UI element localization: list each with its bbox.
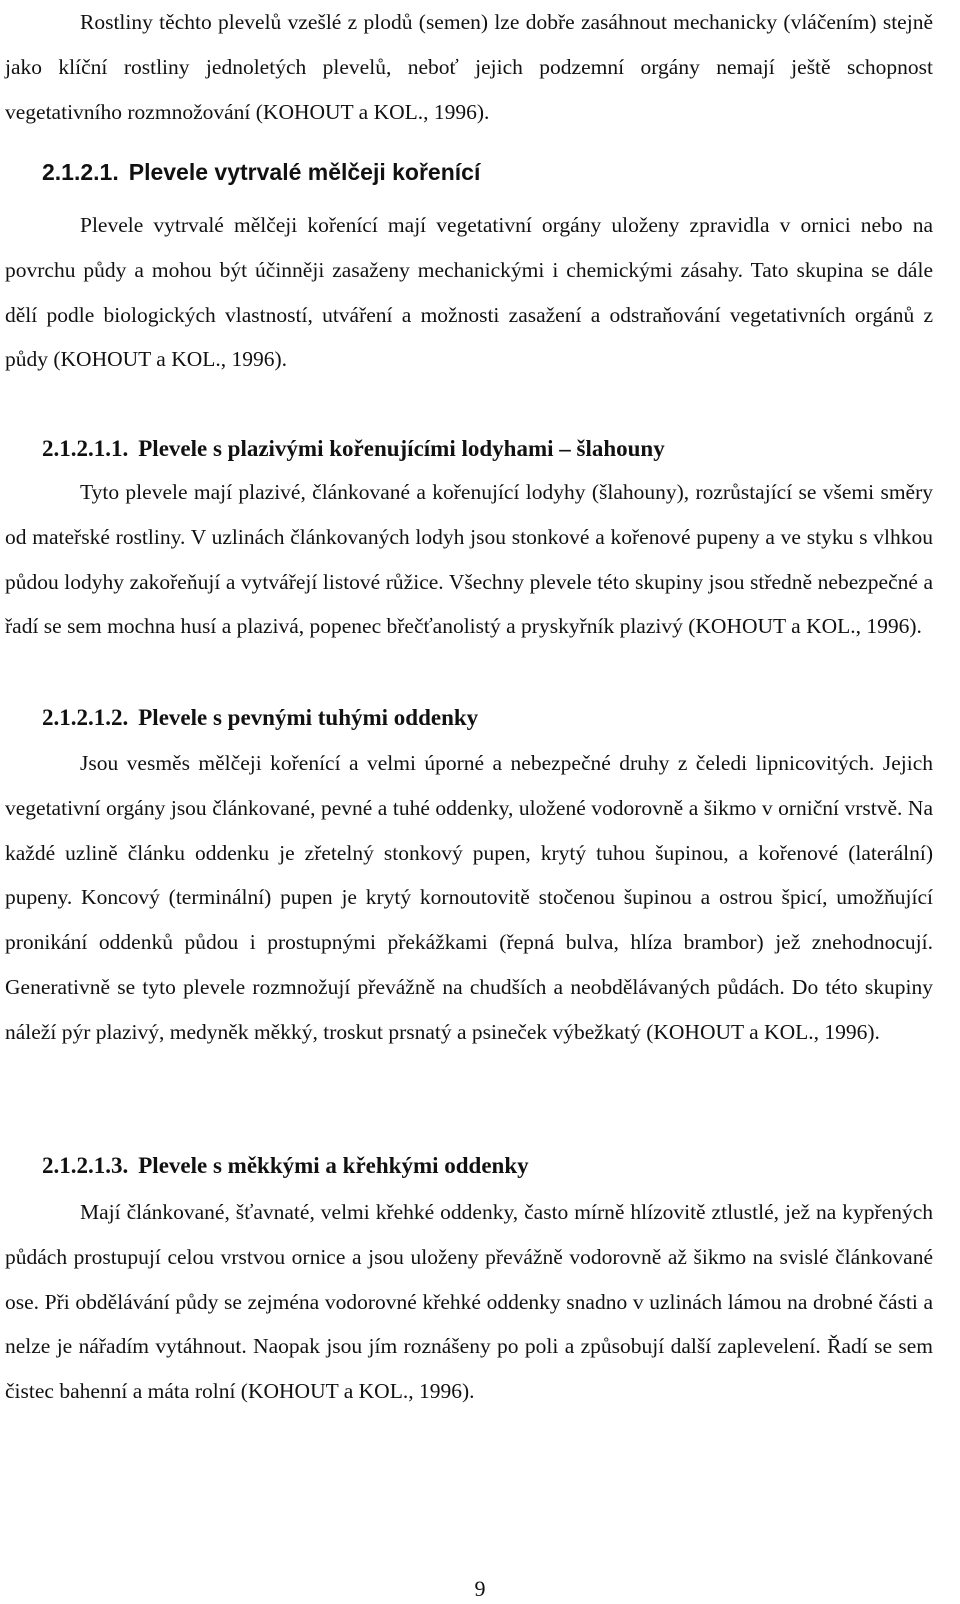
heading-2-1-2-1-2 <box>42 703 478 733</box>
heading-number: 2.1.2.1. <box>42 159 119 185</box>
heading-title: Plevele s pevnými tuhými oddenky <box>138 705 479 730</box>
heading-title: Plevele s plazivými kořenujícími lodyhami – šlahouny <box>138 436 665 461</box>
heading-title: Plevele vytrvalé mělčeji kořenící <box>128 159 481 185</box>
heading-title: Plevele s měkkými a křehkými oddenky <box>138 1153 529 1178</box>
heading-number: 2.1.2.1.3. <box>42 1153 129 1178</box>
paragraph-2-1-2-1-2: Jsou vesměs mělčeji kořenící a velmi úporné a nebezpečné druhy z čeledi lipnicovitých. Jejich vegetativní orgány jsou článkované, pevné a tuhé oddenky, uložené vodorovně a šikmo v orniční vrstvě. Na každé uzlině článku oddenku je zřetelný stonkový pupen, krytý tuhou šupinou, a kořenové (laterální) pupeny. Koncový (terminální) pupen je krytý kornoutovitě stočenou šupinou a ostrou špicí, umožňující pronikání oddenků půdou i prostupnými překážkami (řepná bulva, hlíza brambor) jež znehodnocují. Generativně se tyto plevele rozmnožují převážně na chudších a neobdělávaných půdách. Do této skupiny náleží pýr plazivý, medyněk měkký, troskut prsnatý a psineček výbežkatý (KOHOUT a KOL., 1996). <box>5 751 933 1044</box>
heading-2-1-2-1-1 <box>42 434 665 464</box>
heading-2-1-2-1 <box>42 157 480 187</box>
heading-number: 2.1.2.1.1. <box>42 436 129 461</box>
paragraph-2-1-2-1-3: Mají článkované, šťavnaté, velmi křehké oddenky, často mírně hlízovitě ztlustlé, jež na kypřených půdách prostupují celou vrstvou ornice a jsou uloženy převážně vodorovně až šikmo na svislé článkované ose. Při obdělávání půdy se zejména vodorovné křehké oddenky snadno v uzlinách lámou na drobné části a nelze je nářadím vytáhnout. Naopak jsou jím roznášeny po poli a způsobují další zaplevelení. Řadí se sem čistec bahenní a máta rolní (KOHOUT a KOL., 1996). <box>5 1200 933 1404</box>
heading-number: 2.1.2.1.2. <box>42 705 129 730</box>
page-number: 9 <box>474 1576 486 1601</box>
paragraph-2-1-2-1: Plevele vytrvalé mělčeji kořenící mají vegetativní orgány uloženy zpravidla v ornici nebo na povrchu půdy a mohou být účinněji zasaženy mechanickými i chemickými zásahy. Tato skupina se dále dělí podle biologických vlastností, utváření a možnosti zasažení a odstraňování vegetativních orgánů z půdy (KOHOUT a KOL., 1996). <box>5 213 933 372</box>
heading-2-1-2-1-3 <box>42 1151 529 1181</box>
paragraph-intro: Rostliny těchto plevelů vzešlé z plodů (semen) lze dobře zasáhnout mechanicky (vláčením) stejně jako klíční rostliny jednoletých plevelů, neboť jejich podzemní orgány nemají ještě schopnost vegetativního rozmnožování (KOHOUT a KOL., 1996). <box>5 10 933 124</box>
paragraph-2-1-2-1-1: Tyto plevele mají plazivé, článkované a kořenující lodyhy (šlahouny), rozrůstající se všemi směry od mateřské rostliny. V uzlinách článkovaných lodyh jsou stonkové a kořenové pupeny a ve styku s vlhkou půdou lodyhy zakořeňují a vytvářejí listové růžice. Všechny plevele této skupiny jsou středně nebezpečné a řadí se sem mochna husí a plazivá, popenec břečťanolistý a pryskyřník plazivý (KOHOUT a KOL., 1996). <box>5 480 933 639</box>
